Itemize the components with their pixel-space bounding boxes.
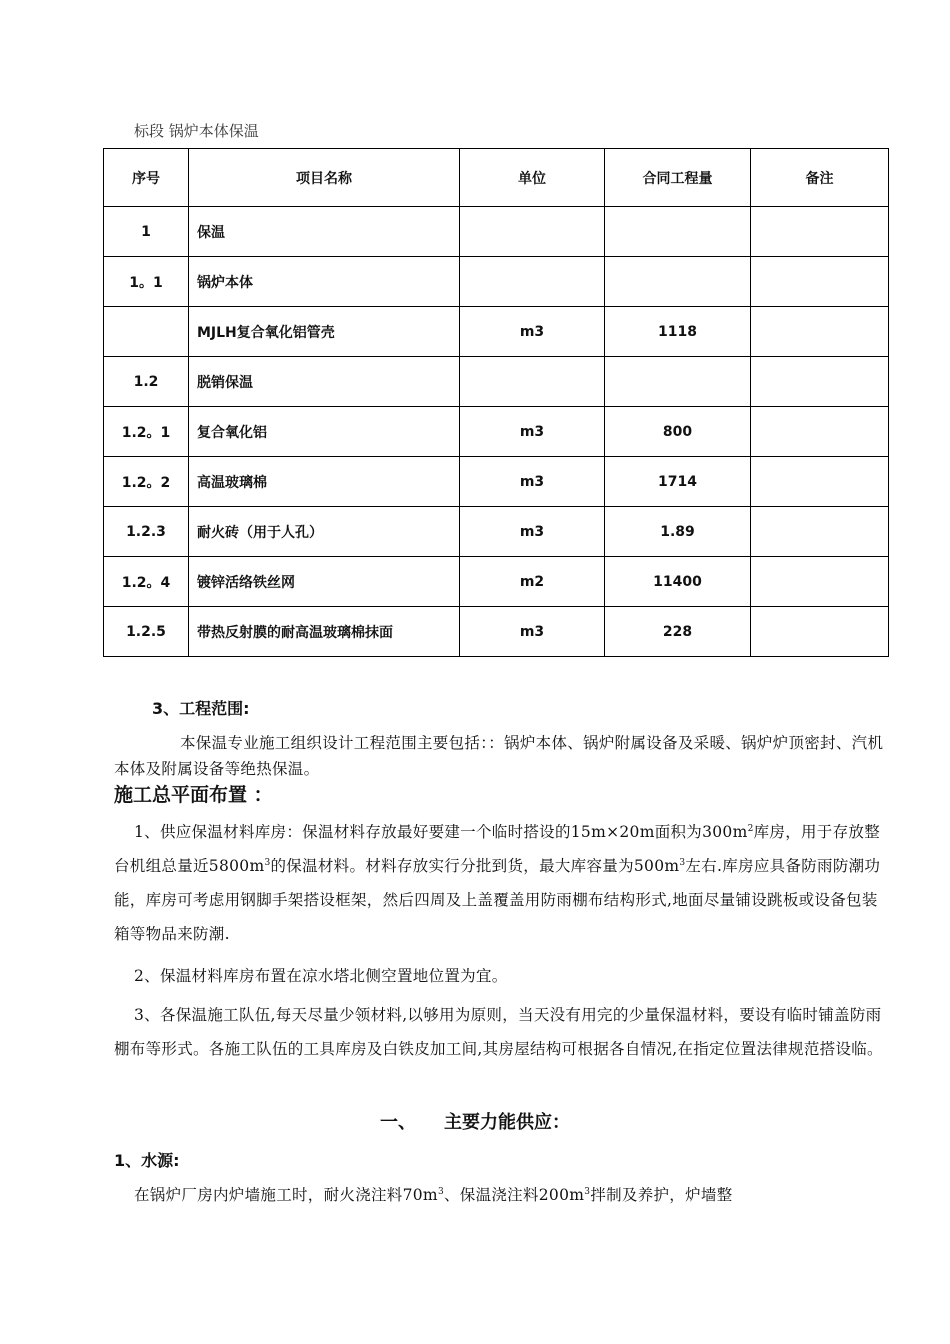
- cell-no: 1.2.3: [104, 507, 189, 557]
- cell-qty: 1714: [605, 457, 751, 507]
- superscript: 3: [264, 857, 271, 868]
- location-paragraph: 2、保温材料库房布置在凉水塔北侧空置地位置为宜。: [134, 967, 508, 985]
- water-text-a: 在锅炉厂房内炉墙施工时，耐火浇注料70m: [134, 1186, 438, 1204]
- cell-name: 锅炉本体: [189, 257, 460, 307]
- cell-unit: [460, 207, 605, 257]
- layout-heading: 施工总平面布置 ：: [114, 784, 273, 806]
- header-qty: 合同工程量: [605, 149, 751, 207]
- cell-unit: [460, 257, 605, 307]
- water-text-b: 、保温浇注料200m: [443, 1186, 585, 1204]
- storage-text-a: 1、供应保温材料库房：保温材料存放最好要建一个临时搭设的15m×20m面积为300m: [134, 823, 748, 841]
- cell-unit: m3: [460, 507, 605, 557]
- supply-heading: [0, 1108, 950, 1134]
- scope-paragraph: 本保温专业施工组织设计工程范围主要包括：：锅炉本体、锅炉附属设备及采暖、锅炉炉顶密封、汽机本体及附属设备等绝热保温。: [114, 734, 884, 778]
- superscript: 3: [437, 1186, 444, 1197]
- superscript: 3: [584, 1186, 591, 1197]
- cell-no: 1.2。1: [104, 407, 189, 457]
- cell-no: [104, 307, 189, 357]
- table-row: [104, 407, 889, 457]
- table-row: [104, 557, 889, 607]
- storage-paragraph: [114, 815, 884, 951]
- table-row: [104, 507, 889, 557]
- storage-text-c: 的保温材料。材料存放实行分批到货，最大库容量为500m: [270, 857, 680, 875]
- table-row: [104, 607, 889, 657]
- cell-name: 镀锌活络铁丝网: [189, 557, 460, 607]
- table-row: [104, 457, 889, 507]
- header-no: 序号: [104, 149, 189, 207]
- cell-note: [751, 307, 889, 357]
- cell-note: [751, 257, 889, 307]
- cell-name: 高温玻璃棉: [189, 457, 460, 507]
- table-row: [104, 357, 889, 407]
- header-note: 备注: [751, 149, 889, 207]
- cell-unit: m3: [460, 407, 605, 457]
- cell-name: 带热反射膜的耐高温玻璃棉抹面: [189, 607, 460, 657]
- cell-note: [751, 207, 889, 257]
- cell-qty: 800: [605, 407, 751, 457]
- superscript: 3: [679, 857, 686, 868]
- storage-text-d: 左右.库房应具备防雨防潮功能，库房可考虑用钢脚手架搭设框架，然后四周及上盖覆盖用防雨棚布结构形式,地面尽量铺设跳板或设备包装箱等物品来防潮.: [114, 857, 881, 943]
- table-row: [104, 257, 889, 307]
- supply-heading-title: 主要力能供应：: [444, 1112, 570, 1133]
- table-row: [104, 207, 889, 257]
- cell-name: 保温: [189, 207, 460, 257]
- scope-heading: 3、工程范围:: [152, 699, 250, 718]
- cell-qty: [605, 257, 751, 307]
- water-paragraph: [114, 1178, 884, 1212]
- cell-note: [751, 457, 889, 507]
- water-text-c: 拌制及养护，炉墙整: [590, 1186, 733, 1204]
- cell-no: 1.2。4: [104, 557, 189, 607]
- cell-name: 耐火砖（用于人孔）: [189, 507, 460, 557]
- cell-name: MJLH复合氧化铝管壳: [189, 307, 460, 357]
- cell-no: 1。1: [104, 257, 189, 307]
- cell-no: 1.2。2: [104, 457, 189, 507]
- cell-unit: m3: [460, 457, 605, 507]
- header-name: 项目名称: [189, 149, 460, 207]
- supply-heading-number: 一、: [380, 1112, 416, 1133]
- cell-unit: m2: [460, 557, 605, 607]
- quantity-table: [103, 148, 889, 657]
- water-heading: 1、水源:: [114, 1151, 180, 1170]
- cell-qty: 228: [605, 607, 751, 657]
- table-row: [104, 307, 889, 357]
- superscript: 2: [747, 823, 754, 834]
- cell-name: 复合氧化铝: [189, 407, 460, 457]
- storage-text-b: 库房，用于存放整台机组总量近5800m: [114, 823, 881, 875]
- cell-qty: 11400: [605, 557, 751, 607]
- cell-qty: 1.89: [605, 507, 751, 557]
- cell-no: 1.2.5: [104, 607, 189, 657]
- cell-no: 1.2: [104, 357, 189, 407]
- cell-unit: [460, 357, 605, 407]
- cell-no: 1: [104, 207, 189, 257]
- cell-qty: [605, 357, 751, 407]
- cell-name: 脱销保温: [189, 357, 460, 407]
- cell-unit: m3: [460, 307, 605, 357]
- cell-note: [751, 357, 889, 407]
- cell-qty: [605, 207, 751, 257]
- cell-qty: 1118: [605, 307, 751, 357]
- section-caption: 标段 锅炉本体保温: [134, 122, 259, 140]
- cell-note: [751, 407, 889, 457]
- cell-note: [751, 507, 889, 557]
- cell-note: [751, 607, 889, 657]
- teams-paragraph: 3、各保温施工队伍,每天尽量少领材料,以够用为原则，当天没有用完的少量保温材料，要设有临时铺盖防雨棚布等形式。各施工队伍的工具库房及白铁皮加工间,其房屋结构可根据各自情况,在指定位置法律规范搭设临。: [114, 1006, 883, 1058]
- cell-note: [751, 557, 889, 607]
- cell-unit: m3: [460, 607, 605, 657]
- table-header-row: [104, 149, 889, 207]
- header-unit: 单位: [460, 149, 605, 207]
